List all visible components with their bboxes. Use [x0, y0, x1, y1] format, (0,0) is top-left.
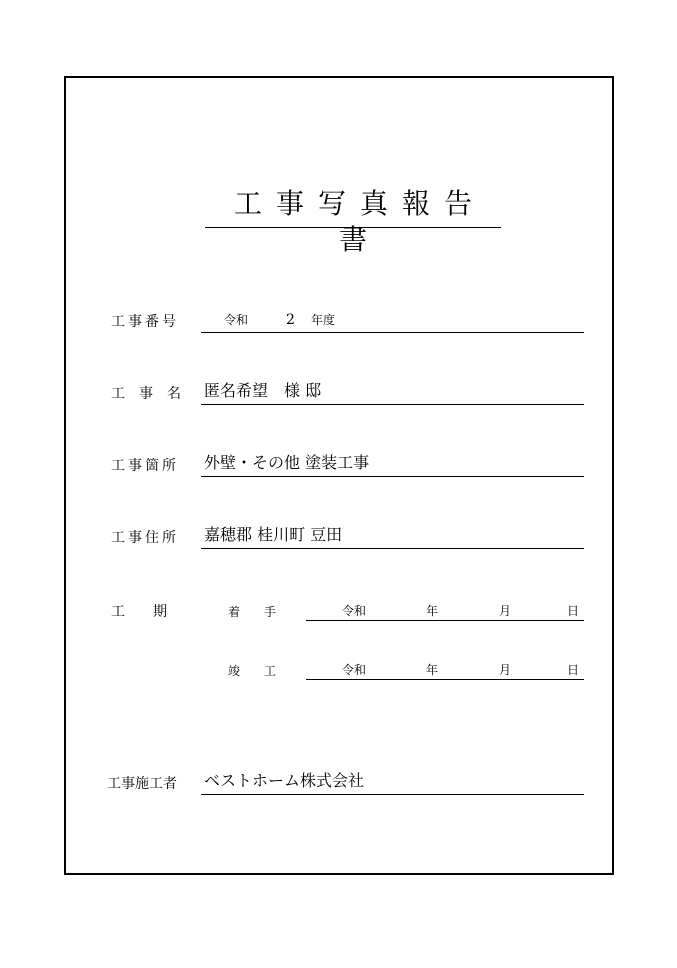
koji-jusho-value: 嘉穂郡 桂川町 豆田: [204, 525, 343, 544]
koji-bango-year: 2: [286, 312, 295, 328]
kouki-start-era: 令和: [342, 604, 367, 618]
kouki-end-label: 竣 工: [228, 664, 277, 678]
koji-kasho-label: 工事箇所: [111, 458, 179, 474]
koji-kasho-value: 外壁・その他 塗装工事: [204, 453, 370, 472]
document-title: 工事写真報告書: [205, 186, 501, 228]
kouki-start-label: 着 手: [228, 605, 277, 619]
kouki-end-month: 月: [499, 663, 512, 677]
kouki-end-day: 日: [567, 663, 580, 677]
koji-mei-label: 工 事 名: [111, 386, 181, 402]
kouki-end-era: 令和: [342, 663, 367, 677]
kouki-end-year: 年: [426, 663, 439, 677]
koji-jusho-label: 工事住所: [111, 530, 179, 546]
koji-bango-suffix: 年度: [311, 313, 336, 327]
koji-mei-value: 匿名希望 様 邸: [204, 381, 322, 400]
koji-bango-label: 工事番号: [111, 314, 179, 330]
koji-bango-line: [201, 314, 584, 333]
sekosha-label: 工事施工者: [107, 776, 177, 792]
kouki-start-day: 日: [567, 604, 580, 618]
koji-bango-era: 令和: [224, 313, 249, 327]
kouki-label: 工 期: [111, 604, 167, 620]
sekosha-value: ベストホーム株式会社: [204, 771, 365, 790]
kouki-start-year: 年: [426, 604, 439, 618]
kouki-start-month: 月: [499, 604, 512, 618]
